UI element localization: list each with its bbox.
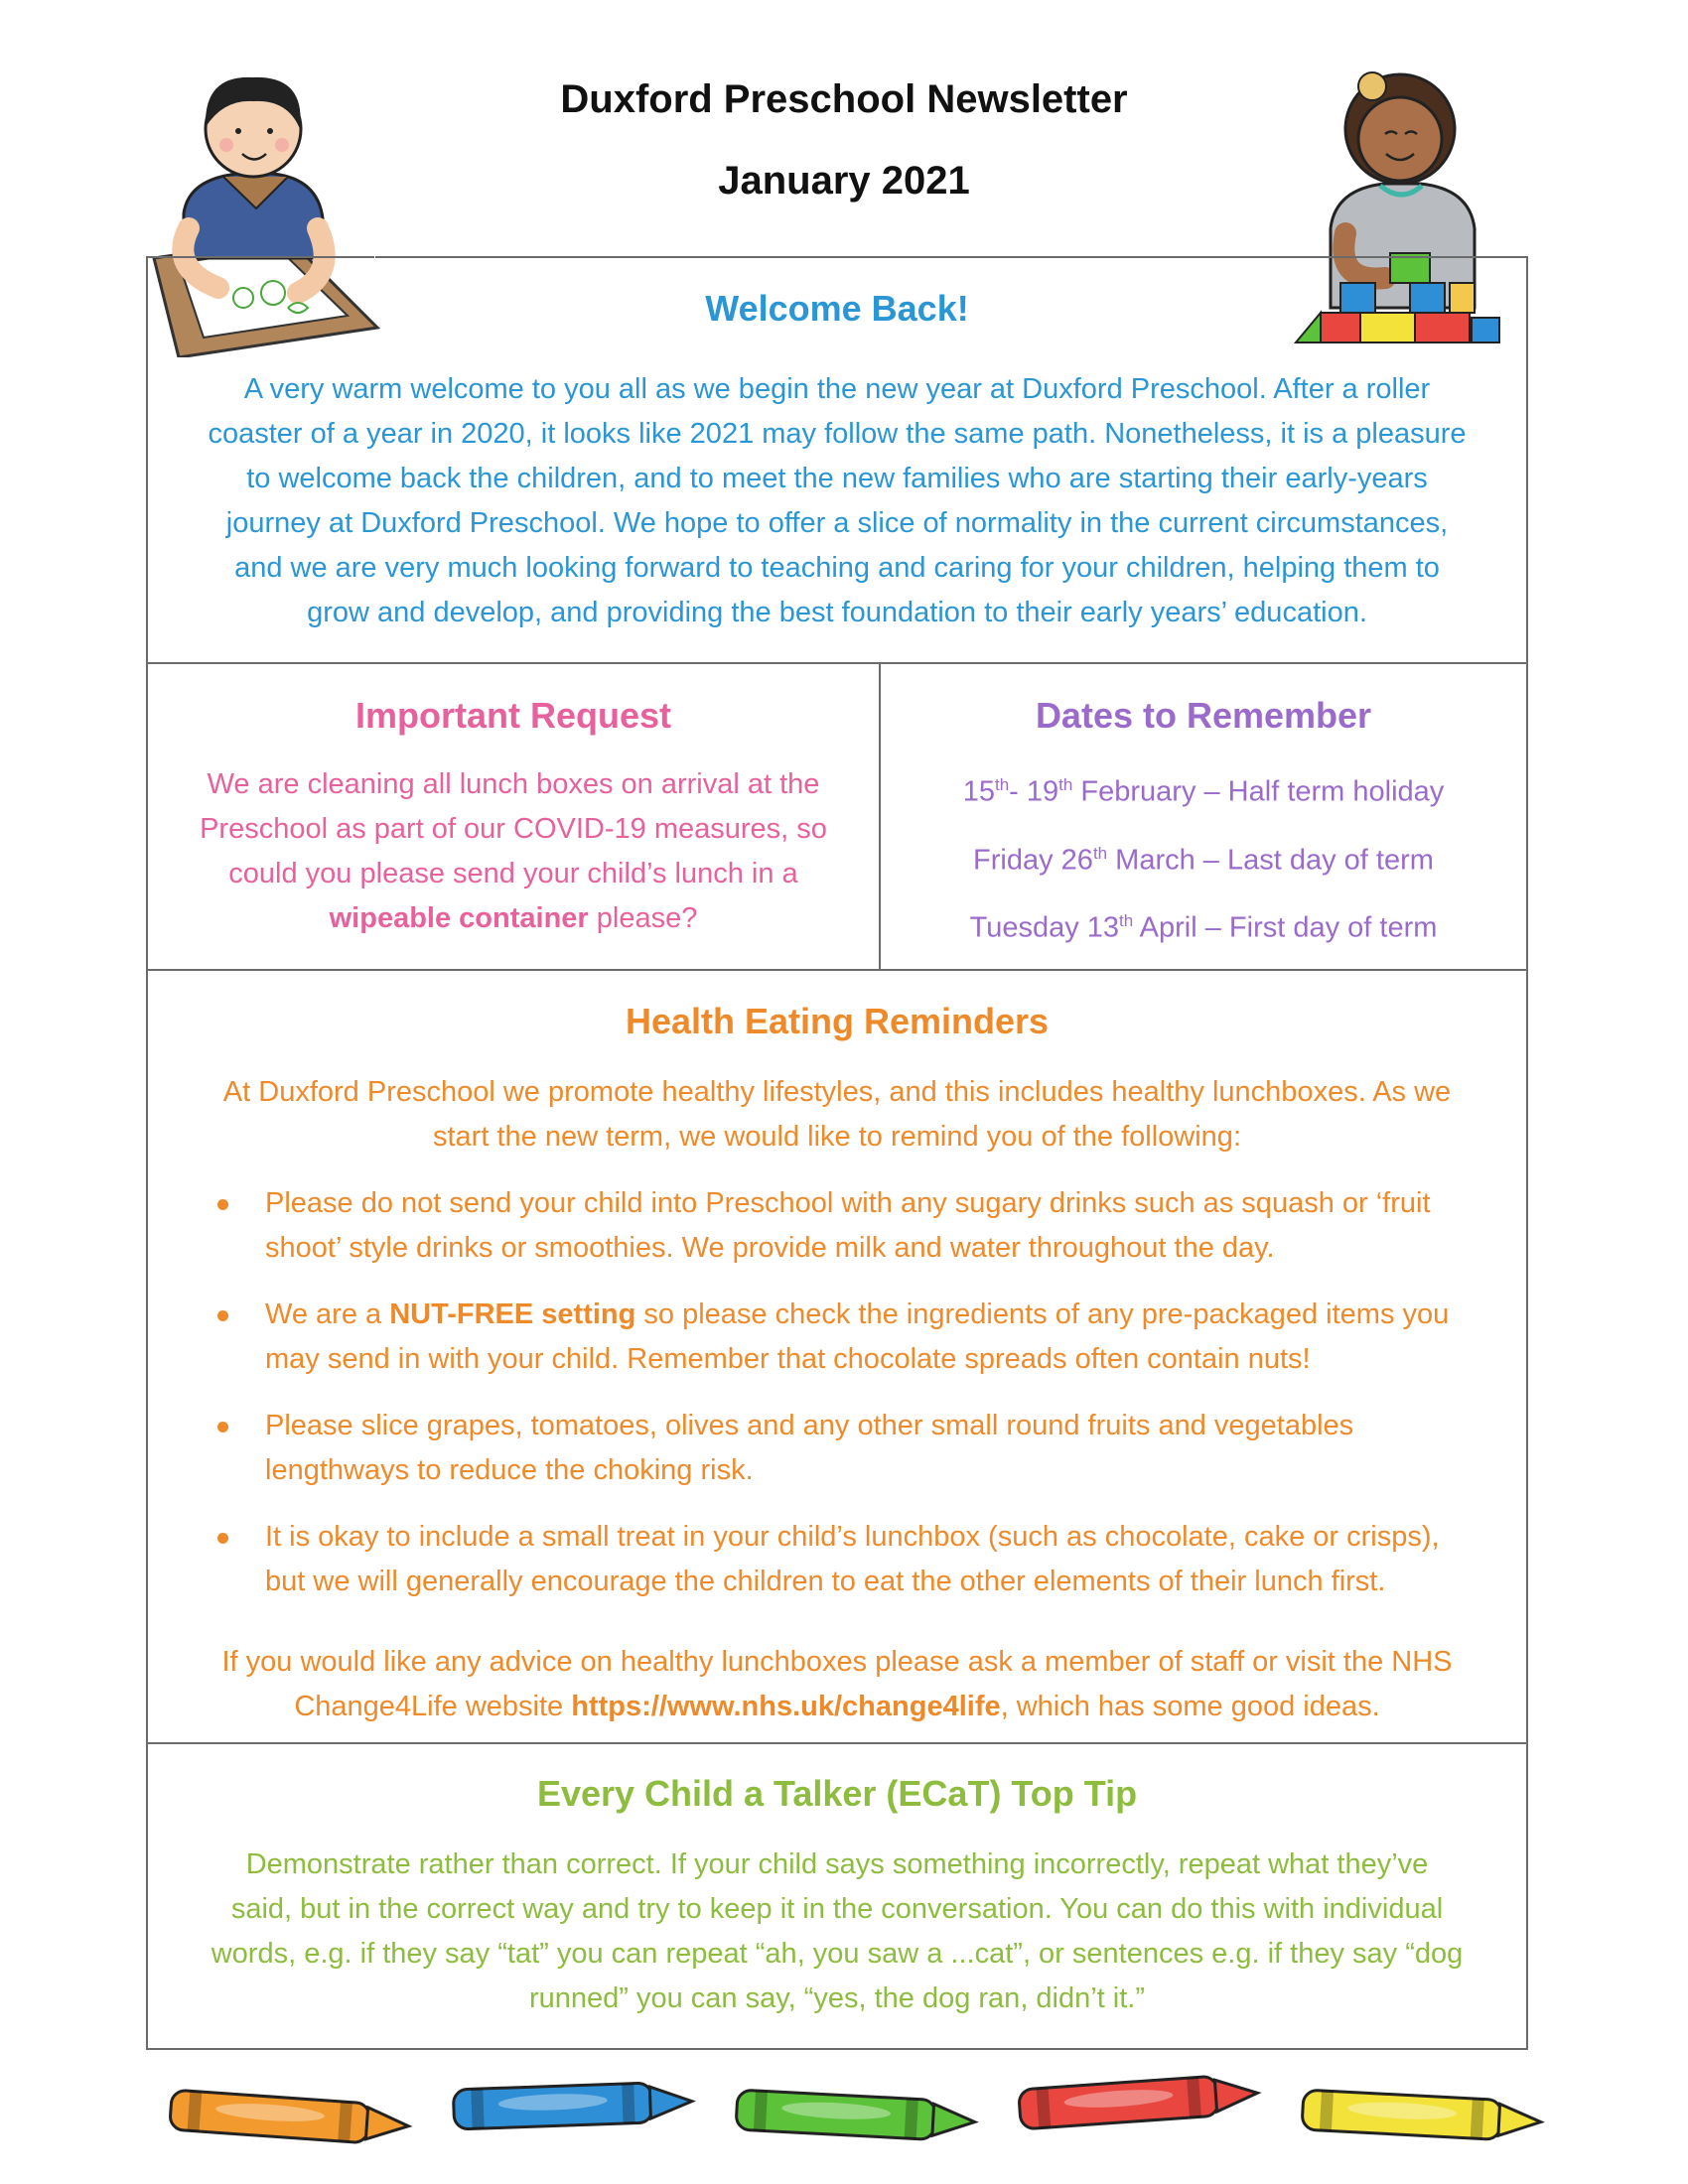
request-emphasis: wipeable container	[329, 902, 589, 934]
crayon-border	[159, 2070, 1549, 2149]
request-tail: please?	[588, 902, 698, 934]
list-item: It is okay to include a small treat in your child’s lunchbox (such as chocolate, cake or crisps), but we will generally encourage the children to eat the other elements of their lunch first.	[156, 1515, 1516, 1604]
eating-reminders-list	[156, 1181, 1516, 1626]
ecat-line: Demonstrate rather than correct. If your child says something incorrectly, repeat what they’ve	[245, 1848, 1429, 1880]
eating-intro	[149, 1070, 1525, 1160]
date-item: Tuesday 13th April – First day of term	[969, 911, 1438, 944]
eating-outro-line: If you would like any advice on healthy lunchboxes please ask a member of staff or visit the NHS	[221, 1646, 1453, 1678]
welcome-line: grow and develop, and providing the best foundation to their early years’ education.	[307, 597, 1367, 628]
welcome-line: to welcome back the children, and to meet the new families who are starting their early-years	[246, 463, 1428, 494]
request-line: We are cleaning all lunch boxes on arrival at the	[207, 768, 820, 800]
list-item: Please do not send your child into Preschool with any sugary drinks such as squash or ‘fruit shoot’ style drinks or smoothies. We provide milk and water throughout the day.	[156, 1181, 1516, 1271]
list-item: Please slice grapes, tomatoes, olives and any other small round fruits and vegetables lengthways to reduce the choking risk.	[156, 1404, 1516, 1493]
eating-heading: Health Eating Reminders	[625, 1001, 1050, 1041]
red-crayon-icon	[1019, 2073, 1259, 2129]
orange-crayon-icon	[170, 2090, 410, 2146]
eating-outro-line: Change4Life website https://www.nhs.uk/change4life, which has some good ideas.	[294, 1691, 1380, 1722]
welcome-paragraph	[149, 367, 1525, 635]
newsletter-title: Duxford Preschool Newsletter	[560, 77, 1128, 121]
request-text	[149, 762, 878, 941]
newsletter-date: January 2021	[718, 159, 970, 203]
eating-intro-line: start the new term, we would like to remind you of the following:	[433, 1121, 1241, 1153]
ecat-paragraph	[149, 1843, 1525, 2021]
change4life-link[interactable]: https://www.nhs.uk/change4life	[571, 1691, 1001, 1722]
yellow-crayon-icon	[1302, 2090, 1542, 2142]
dates-list	[882, 754, 1525, 959]
dates-heading: Dates to Remember	[1035, 695, 1372, 736]
request-line: Preschool as part of our COVID-19 measures, so	[200, 813, 827, 845]
welcome-line: and we are very much looking forward to teaching and caring for your children, helping them to	[234, 552, 1440, 584]
request-line: could you please send your child’s lunch in a	[228, 858, 798, 889]
eating-outro	[149, 1640, 1525, 1729]
welcome-line: journey at Duxford Preschool. We hope to offer a slice of normality in the current circumstances,	[225, 507, 1449, 539]
request-heading: Important Request	[354, 695, 672, 736]
eating-intro-line: At Duxford Preschool we promote healthy lifestyles, and this includes healthy lunchboxes. As we	[222, 1076, 1452, 1108]
ecat-line: said, but in the correct way and try to keep it in the conversation. You can do this with individual	[230, 1893, 1444, 1925]
blue-crayon-icon	[453, 2082, 692, 2129]
ecat-heading: Every Child a Talker (ECaT) Top Tip	[536, 1773, 1138, 1814]
green-crayon-icon	[736, 2090, 976, 2142]
list-item: We are a NUT-FREE setting so please check the ingredients of any pre-packaged items you may send in with your child. Remember that chocolate spreads often contain nuts!	[156, 1293, 1516, 1382]
ecat-line: words, e.g. if they say “tat” you can repeat “ah, you saw a ...cat”, or sentences e.g. if they say “dog	[211, 1938, 1464, 1970]
welcome-line: A very warm welcome to you all as we begin the new year at Duxford Preschool. After a roller	[243, 373, 1431, 405]
welcome-heading: Welcome Back!	[705, 288, 969, 329]
nut-free-emphasis: NUT-FREE setting	[389, 1298, 636, 1330]
request-line	[149, 896, 878, 941]
welcome-line: coaster of a year in 2020, it looks like 2021 may follow the same path. Nonetheless, it is a pleasure	[208, 418, 1467, 450]
date-item: Friday 26th March – Last day of term	[973, 843, 1434, 877]
ecat-line: runned” you can say, “yes, the dog ran, didn’t it.”	[528, 1982, 1146, 2014]
date-item: 15th- 19th February – Half term holiday	[962, 775, 1445, 808]
